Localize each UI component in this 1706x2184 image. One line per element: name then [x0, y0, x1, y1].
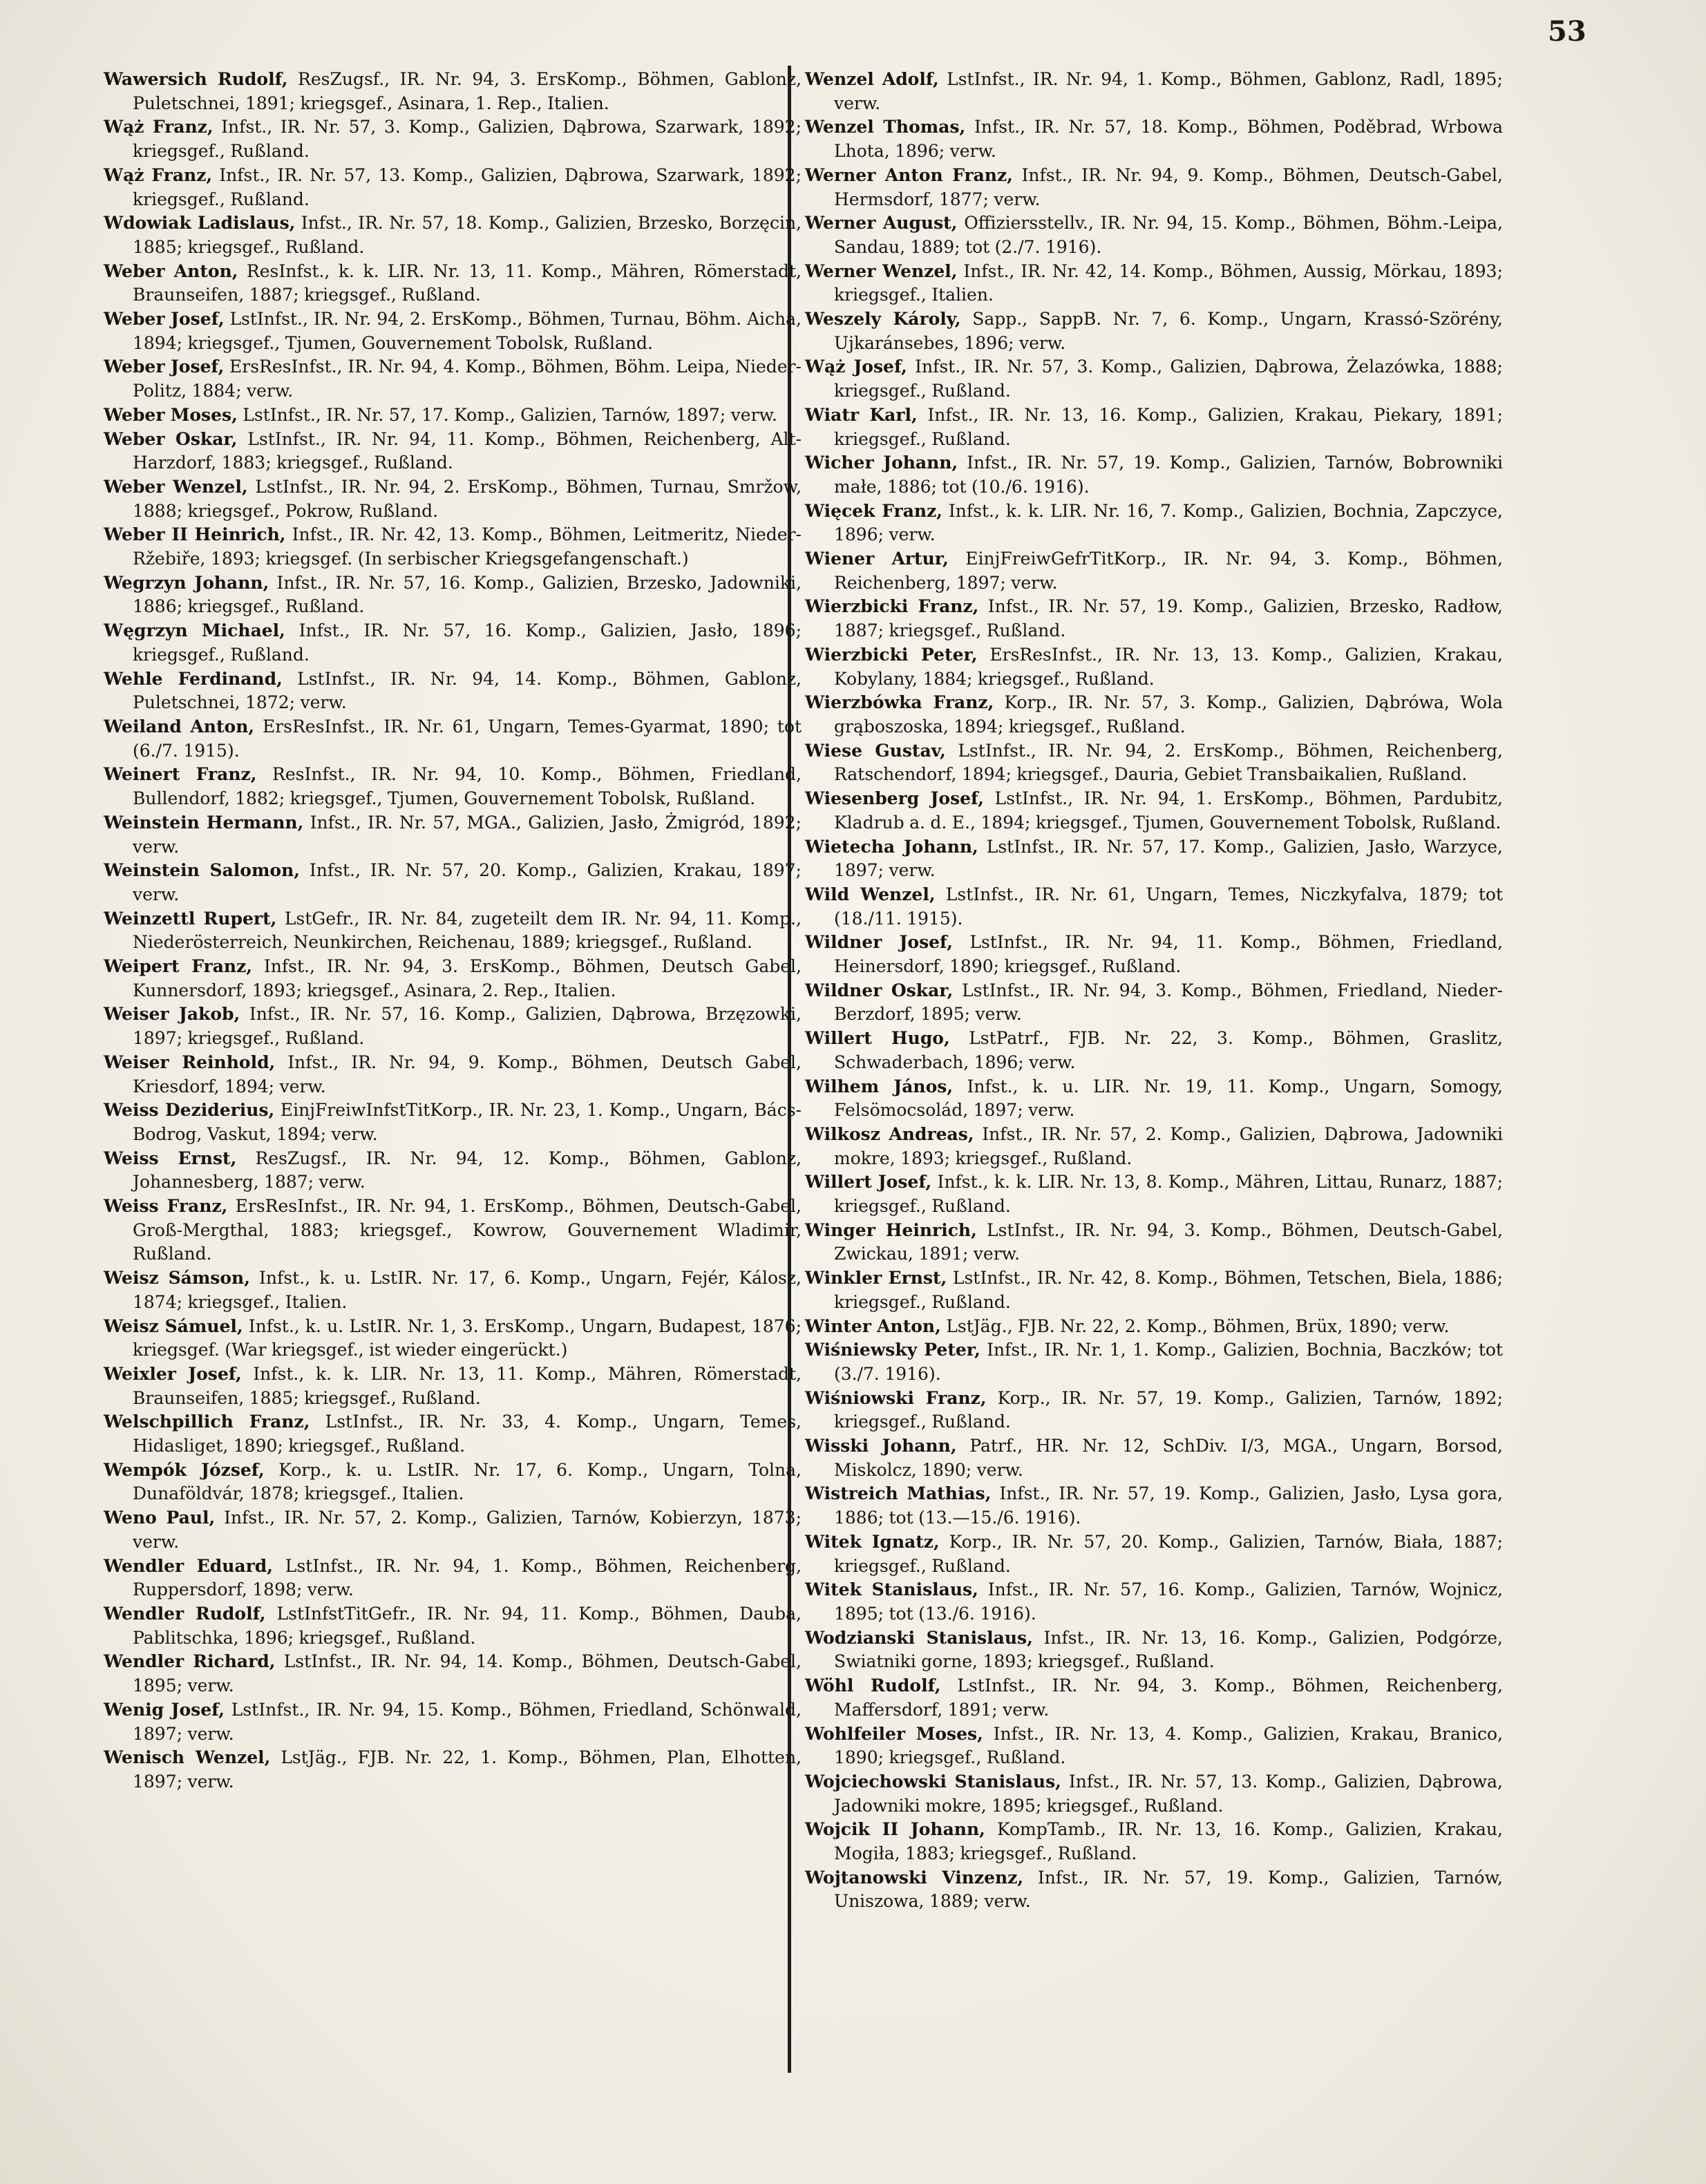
- list-item: [805, 739, 1503, 787]
- list-item: [805, 979, 1503, 1027]
- list-item: [104, 955, 802, 1003]
- entry-name: Welschpillich Franz,: [104, 1412, 310, 1432]
- page-number: 53: [1548, 15, 1586, 48]
- list-item: [805, 1170, 1503, 1218]
- entry-details: LstInfst., IR. Nr. 94, 1. ErsKomp., Böhmen, Pardubitz, Kladrub a. d. E., 1894; kriegsgef., Tjumen, Gouvernement Tobolsk, Rußland.: [834, 788, 1503, 833]
- list-item: [805, 1387, 1503, 1434]
- entry-details: EinjFreiwGefrTitKorp., IR. Nr. 94, 3. Komp., Böhmen, Reichenberg, 1897; verw.: [834, 549, 1503, 593]
- entry-name: Wendler Richard,: [104, 1651, 276, 1672]
- entry-name: Weiss Deziderius,: [104, 1100, 275, 1121]
- entry-details: LstInfst., IR. Nr. 94, 11. Komp., Böhmen, Friedland, Heinersdorf, 1890; kriegsgef., Rußland.: [834, 932, 1503, 977]
- entry-details: Korp., IR. Nr. 57, 20. Komp., Galizien, Tarnów, Biała, 1887; kriegsgef., Rußland.: [834, 1531, 1503, 1576]
- entry-name: Wilkosz Andreas,: [805, 1123, 974, 1144]
- list-item: [104, 763, 802, 810]
- entry-name: Wierzbicki Franz,: [805, 596, 979, 617]
- entry-details: Infst., IR. Nr. 94, 3. ErsKomp., Böhmen, Deutsch Gabel, Kunnersdorf, 1893; kriegsgef., Asinara, 2. Rep., Italien.: [133, 956, 802, 1000]
- list-item: [104, 859, 802, 906]
- entry-name: Wildner Josef,: [805, 932, 953, 953]
- list-item: [805, 1027, 1503, 1074]
- list-item: [104, 1147, 802, 1195]
- entry-details: LstInfst., IR. Nr. 94, 14. Komp., Böhmen, Deutsch-Gabel, 1895; verw.: [133, 1651, 802, 1696]
- entry-details: ResZugsf., IR. Nr. 94, 3. ErsKomp., Böhmen, Gablonz, Puletschnei, 1891; kriegsgef., Asinara, 1. Rep., Italien.: [133, 69, 802, 113]
- entry-name: Wodzianski Stanislaus,: [805, 1627, 1033, 1648]
- entry-details: LstInfst., IR. Nr. 94, 2. ErsKomp., Böhmen, Reichenberg, Ratschendorf, 1894; kriegsgef., Dauria, Gebiet Transbaikalien, Rußland.: [834, 740, 1503, 785]
- entry-details: Infst., IR. Nr. 57, 3. Komp., Galizien, Dąbrowa, Żelazówka, 1888; kriegsgef., Rußland.: [834, 357, 1503, 401]
- list-item: [104, 428, 802, 475]
- entry-name: Wdowiak Ladislaus,: [104, 213, 296, 234]
- list-item: [805, 787, 1503, 835]
- list-item: [805, 164, 1503, 211]
- list-item: [805, 595, 1503, 643]
- entry-name: Wawersich Rudolf,: [104, 69, 288, 89]
- entry-details: Infst., IR. Nr. 57, 16. Komp., Galizien, Jasło, 1896; kriegsgef., Rußland.: [133, 620, 802, 665]
- entry-name: Weisz Sámuel,: [104, 1316, 243, 1336]
- entry-details: Infst., IR. Nr. 57, 18. Komp., Galizien, Brzesko, Borzęcin, 1885; kriegsgef., Rußland.: [133, 213, 802, 257]
- list-item: [104, 403, 802, 428]
- list-item: [805, 500, 1503, 547]
- entry-name: Wiśniowski Franz,: [805, 1387, 987, 1408]
- list-item: [104, 260, 802, 307]
- list-item: [104, 1698, 802, 1746]
- entry-details: LstInfst., IR. Nr. 94, 3. Komp., Böhmen, Friedland, Nieder-Berzdorf, 1895; verw.: [834, 980, 1503, 1025]
- entry-details: LstJäg., FJB. Nr. 22, 1. Komp., Böhmen, Plan, Elhotten, 1897; verw.: [133, 1747, 802, 1792]
- entry-name: Weisz Sámson,: [104, 1268, 250, 1289]
- list-item: [104, 355, 802, 403]
- entry-details: Infst., IR. Nr. 13, 16. Komp., Galizien, Krakau, Piekary, 1891; kriegsgef., Rußland.: [834, 404, 1503, 449]
- entry-name: Wisski Johann,: [805, 1436, 957, 1456]
- list-item: [805, 1674, 1503, 1722]
- entry-details: Infst., IR. Nr. 57, 16. Komp., Galizien, Dąbrowa, Brzęzowki, 1897; kriegsgef., Rußland.: [133, 1004, 802, 1049]
- entry-name: Weinstein Hermann,: [104, 812, 304, 833]
- entry-name: Wąż Franz,: [104, 117, 214, 137]
- entry-details: Infst., IR. Nr. 57, 13. Komp., Galizien, Dąbrowa, Szarwark, 1892; kriegsgef., Rußland.: [133, 164, 802, 209]
- list-item: [805, 1482, 1503, 1530]
- entry-details: Infst., IR. Nr. 94, 9. Komp., Böhmen, Deutsch-Gabel, Hermsdorf, 1877; verw.: [834, 164, 1503, 209]
- entry-name: Witek Stanislaus,: [805, 1579, 978, 1600]
- list-item: [805, 1578, 1503, 1626]
- entry-name: Weber Oskar,: [104, 428, 238, 449]
- entry-details: Infst., IR. Nr. 57, 19. Komp., Galizien, Tarnów, Bobrowniki małe, 1886; tot (10./6. 1916).: [834, 453, 1504, 497]
- entry-name: Wiśniewsky Peter,: [805, 1340, 980, 1360]
- list-item: [805, 883, 1503, 931]
- entry-name: Wąż Josef,: [805, 357, 907, 377]
- entry-details: Infst., IR. Nr. 57, 19. Komp., Galizien, Jasło, Lysa gora, 1886; tot (13.—15./6. 1916).: [834, 1483, 1503, 1528]
- entry-details: LstGefr., IR. Nr. 84, zugeteilt dem IR. Nr. 94, 11. Komp., Niederösterreich, Neunkirchen, Reichenau, 1889; kriegsgef., Rußland.: [133, 908, 802, 953]
- list-item: [104, 307, 802, 355]
- list-item: [805, 643, 1503, 691]
- entry-name: Więcek Franz,: [805, 500, 942, 521]
- list-item: [104, 1459, 802, 1506]
- list-item: [805, 451, 1503, 499]
- entry-details: ErsResInfst., IR. Nr. 13, 13. Komp., Galizien, Krakau, Kobylany, 1884; kriegsgef., Rußland.: [834, 644, 1503, 689]
- entry-details: LstInfst., IR. Nr. 94, 3. Komp., Böhmen, Deutsch-Gabel, Zwickau, 1891; verw.: [834, 1219, 1503, 1264]
- entry-details: EinjFreiwInfstTitKorp., IR. Nr. 23, 1. Komp., Ungarn, Bács-Bodrog, Vaskut, 1894; verw.: [133, 1100, 802, 1144]
- entry-name: Winkler Ernst,: [805, 1268, 947, 1289]
- entry-name: Wiese Gustav,: [805, 740, 946, 761]
- list-item: [104, 571, 802, 619]
- entry-details: Patrf., HR. Nr. 12, SchDiv. I/3, MGA., Ungarn, Borsod, Miskolcz, 1890; verw.: [834, 1436, 1503, 1480]
- list-item: [805, 1866, 1503, 1914]
- list-item: [805, 1626, 1503, 1674]
- right-column: [805, 68, 1503, 1914]
- entry-name: Wiener Artur,: [805, 549, 949, 569]
- entry-details: Infst., IR. Nr. 42, 13. Komp., Böhmen, Leitmeritz, Nieder-Ržebiře, 1893; kriegsgef. (In serbischer Kriegsgefangenschaft.): [133, 524, 802, 569]
- entry-name: Wilhem János,: [805, 1076, 954, 1096]
- entry-name: Winter Anton,: [805, 1316, 941, 1336]
- entry-details: Infst., IR. Nr. 57, 18. Komp., Böhmen, Poděbrad, Wrbowa Lhota, 1896; verw.: [834, 117, 1503, 162]
- list-item: [805, 68, 1503, 115]
- entry-details: Korp., k. u. LstIR. Nr. 17, 6. Komp., Ungarn, Tolna, Dunaföldvár, 1878; kriegsgef., Italien.: [133, 1459, 802, 1504]
- list-item: [805, 260, 1503, 307]
- list-item: [104, 115, 802, 163]
- entry-details: LstInfst., IR. Nr. 94, 2. ErsKomp., Böhmen, Turnau, Böhm. Aicha, 1894; kriegsgef., Tjumen, Gouvernement Tobolsk, Rußland.: [133, 309, 802, 353]
- entry-details: Infst., IR. Nr. 57, 16. Komp., Galizien, Brzesko, Jadowniki, 1886; kriegsgef., Rußland.: [133, 572, 802, 617]
- entry-name: Wojtanowski Vinzenz,: [805, 1867, 1024, 1888]
- entry-name: Wierzbówka Franz,: [805, 692, 994, 713]
- entry-name: Wenig Josef,: [104, 1699, 225, 1720]
- entry-name: Wąż Franz,: [104, 164, 213, 185]
- list-item: [104, 907, 802, 955]
- list-item: [805, 931, 1503, 978]
- entry-name: Wild Wenzel,: [805, 884, 936, 904]
- list-item: [805, 1315, 1503, 1339]
- entry-details: LstInfst., IR. Nr. 57, 17. Komp., Galizien, Tarnów, 1897; verw.: [237, 404, 777, 425]
- entry-details: ResInfst., k. k. LIR. Nr. 13, 11. Komp., Mähren, Römerstadt, Braunseifen, 1887; kriegsgef., Rußland.: [133, 260, 802, 305]
- list-item: [104, 715, 802, 763]
- entry-details: Infst., IR. Nr. 57, 20. Komp., Galizien, Krakau, 1897; verw.: [133, 860, 802, 904]
- entry-name: Weiland Anton,: [104, 716, 255, 737]
- entry-name: Wohlfeiler Moses,: [805, 1723, 983, 1744]
- entry-name: Weber II Heinrich,: [104, 524, 286, 545]
- entry-details: Sapp., SappB. Nr. 7, 6. Komp., Ungarn, Krassó-Szörény, Ujkaránsebes, 1896; verw.: [834, 309, 1503, 353]
- entry-name: Werner August,: [805, 213, 958, 234]
- entry-details: Infst., IR. Nr. 57, 19. Komp., Galizien, Tarnów, Uniszowa, 1889; verw.: [834, 1867, 1503, 1912]
- entry-name: Wojciechowski Stanislaus,: [805, 1771, 1061, 1792]
- list-item: [104, 1555, 802, 1602]
- list-item: [104, 1099, 802, 1146]
- entry-details: ErsResInfst., IR. Nr. 94, 4. Komp., Böhmen, Böhm. Leipa, Nieder-Politz, 1884; verw.: [133, 357, 802, 401]
- entry-details: ErsResInfst., IR. Nr. 61, Ungarn, Temes-Gyarmat, 1890; tot (6./7. 1915).: [133, 716, 802, 761]
- entry-name: Wehle Ferdinand,: [104, 668, 283, 689]
- entry-name: Wendler Rudolf,: [104, 1604, 266, 1624]
- entry-name: Weiss Franz,: [104, 1196, 228, 1217]
- entry-details: Korp., IR. Nr. 57, 19. Komp., Galizien, Tarnów, 1892; kriegsgef., Rußland.: [834, 1387, 1503, 1432]
- entry-name: Weber Josef,: [104, 357, 225, 377]
- entry-name: Wiesenberg Josef,: [805, 788, 984, 809]
- entry-name: Wendler Eduard,: [104, 1555, 273, 1576]
- entry-details: LstInfst., IR. Nr. 94, 14. Komp., Böhmen, Gablonz, Puletschnei, 1872; verw.: [133, 668, 802, 713]
- entry-name: Wojcik II Johann,: [805, 1819, 985, 1840]
- entry-details: Infst., IR. Nr. 42, 14. Komp., Böhmen, Aussig, Mörkau, 1893; kriegsgef., Italien.: [834, 260, 1503, 305]
- list-item: [104, 1051, 802, 1099]
- entry-name: Wenzel Adolf,: [805, 69, 939, 89]
- entry-name: Wiatr Karl,: [805, 404, 918, 425]
- entry-name: Weixler Josef,: [104, 1363, 242, 1384]
- list-item: [104, 1746, 802, 1794]
- entry-details: LstInfst., IR. Nr. 94, 11. Komp., Böhmen, Reichenberg, Alt-Harzdorf, 1883; kriegsgef., Rußland.: [133, 428, 802, 473]
- entry-details: Infst., IR. Nr. 57, 2. Komp., Galizien, Tarnów, Kobierzyn, 1873; verw.: [133, 1508, 802, 1552]
- entry-name: Werner Wenzel,: [805, 260, 958, 281]
- entry-name: Weinert Franz,: [104, 764, 257, 785]
- list-item: [805, 211, 1503, 259]
- entry-details: Korp., IR. Nr. 57, 3. Komp., Galizien, Dąbrówa, Wola grąboszoska, 1894; kriegsgef., Rußland.: [834, 692, 1503, 737]
- list-item: [805, 1770, 1503, 1818]
- entry-details: LstInfst., IR. Nr. 94, 15. Komp., Böhmen, Friedland, Schönwald, 1897; verw.: [133, 1699, 802, 1744]
- entry-name: Wegrzyn Johann,: [104, 572, 269, 593]
- list-item: [805, 403, 1503, 451]
- entry-details: Infst., IR. Nr. 13, 4. Komp., Galizien, Krakau, Branico, 1890; kriegsgef., Rußland.: [834, 1723, 1503, 1768]
- entry-details: Infst., IR. Nr. 94, 9. Komp., Böhmen, Deutsch Gabel, Kriesdorf, 1894; verw.: [133, 1052, 802, 1096]
- list-item: [805, 355, 1503, 403]
- list-item: [104, 1266, 802, 1314]
- entry-details: Infst., k. u. LstIR. Nr. 1, 3. ErsKomp., Ungarn, Budapest, 1876; kriegsgef. (War kriegsgef., ist wieder eingerückt.): [133, 1316, 802, 1360]
- entry-name: Weber Anton,: [104, 260, 238, 281]
- list-item: [805, 1266, 1503, 1314]
- entry-name: Winger Heinrich,: [805, 1219, 977, 1240]
- entry-details: Infst., IR. Nr. 57, 13. Komp., Galizien, Dąbrowa, Jadowniki mokre, 1895; kriegsgef., Rußland.: [834, 1771, 1503, 1816]
- entry-details: Infst., k. k. LIR. Nr. 16, 7. Komp., Galizien, Bochnia, Zapczyce, 1896; verw.: [834, 500, 1503, 545]
- entry-name: Weiser Reinhold,: [104, 1052, 276, 1072]
- entry-details: LstInfst., IR. Nr. 94, 1. Komp., Böhmen, Reichenberg, Ruppersdorf, 1898; verw.: [133, 1555, 802, 1600]
- entry-details: ResZugsf., IR. Nr. 94, 12. Komp., Böhmen, Gablonz, Johannesberg, 1887; verw.: [133, 1148, 802, 1193]
- entry-name: Wildner Oskar,: [805, 980, 954, 1000]
- entry-name: Weinstein Salomon,: [104, 860, 300, 881]
- entry-details: LstPatrf., FJB. Nr. 22, 3. Komp., Böhmen, Graslitz, Schwaderbach, 1896; verw.: [834, 1028, 1503, 1072]
- entry-name: Weiss Ernst,: [104, 1148, 237, 1168]
- entry-name: Weno Paul,: [104, 1508, 216, 1528]
- list-item: [805, 835, 1503, 883]
- list-item: [805, 1219, 1503, 1266]
- entry-name: Węgrzyn Michael,: [104, 620, 285, 641]
- list-item: [104, 1003, 802, 1050]
- entry-details: Offiziersstellv., IR. Nr. 94, 15. Komp., Böhmen, Böhm.-Leipa, Sandau, 1889; tot (2./7. 1916).: [834, 213, 1503, 257]
- entry-details: Infst., IR. Nr. 57, MGA., Galizien, Jasło, Żmigród, 1892; verw.: [133, 812, 802, 857]
- entry-name: Wenisch Wenzel,: [104, 1747, 271, 1768]
- list-item: [805, 1123, 1503, 1170]
- entry-details: Infst., IR. Nr. 57, 3. Komp., Galizien, Dąbrowa, Szarwark, 1892; kriegsgef., Rußland.: [133, 117, 802, 162]
- list-item: [805, 691, 1503, 739]
- entry-name: Weipert Franz,: [104, 956, 252, 977]
- entry-name: Witek Ignatz,: [805, 1531, 940, 1552]
- list-item: [104, 1362, 802, 1410]
- entry-name: Wierzbicki Peter,: [805, 644, 978, 665]
- list-item: [104, 619, 802, 667]
- list-item: [805, 1530, 1503, 1578]
- entry-details: Infst., IR. Nr. 1, 1. Komp., Galizien, Bochnia, Baczków; tot (3./7. 1916).: [834, 1340, 1504, 1384]
- list-item: [104, 68, 802, 115]
- list-item: [805, 547, 1503, 595]
- entry-name: Werner Anton Franz,: [805, 164, 1013, 185]
- list-item: [104, 523, 802, 571]
- entry-details: LstInfst., IR. Nr. 42, 8. Komp., Böhmen, Tetschen, Biela, 1886; kriegsgef., Rußland.: [834, 1268, 1503, 1312]
- list-item: [805, 1338, 1503, 1386]
- entry-details: ResInfst., IR. Nr. 94, 10. Komp., Böhmen, Friedland, Bullendorf, 1882; kriegsgef., Tjumen, Gouvernement Tobolsk, Rußland.: [133, 764, 802, 809]
- entry-name: Willert Josef,: [805, 1172, 932, 1193]
- entry-name: Willert Hugo,: [805, 1028, 950, 1049]
- entry-details: LstInfst., IR. Nr. 61, Ungarn, Temes, Niczkyfalva, 1879; tot (18./11. 1915).: [834, 884, 1503, 929]
- list-item: [805, 1434, 1503, 1482]
- entry-details: LstInfst., IR. Nr. 94, 1. Komp., Böhmen, Gablonz, Radl, 1895; verw.: [834, 69, 1503, 113]
- list-item: [104, 475, 802, 523]
- entry-name: Weiser Jakob,: [104, 1004, 240, 1025]
- entry-name: Wöhl Rudolf,: [805, 1675, 941, 1696]
- entry-details: ErsResInfst., IR. Nr. 94, 1. ErsKomp., Böhmen, Deutsch-Gabel, Groß-Mergthal, 1883; kriegsgef., Kowrow, Gouvernement Wladimir, Rußland.: [133, 1196, 802, 1264]
- entry-details: LstInfst., IR. Nr. 57, 17. Komp., Galizien, Jasło, Warzyce, 1897; verw.: [834, 836, 1504, 881]
- list-item: [104, 1315, 802, 1362]
- left-column: [104, 68, 802, 1794]
- entry-details: LstInfst., IR. Nr. 33, 4. Komp., Ungarn, Temes, Hidasliget, 1890; kriegsgef., Rußland.: [133, 1412, 802, 1456]
- list-item: [104, 1602, 802, 1650]
- entry-name: Wistreich Mathias,: [805, 1483, 992, 1504]
- list-item: [805, 307, 1503, 355]
- entry-details: Infst., IR. Nr. 57, 16. Komp., Galizien, Tarnów, Wojnicz, 1895; tot (13./6. 1916).: [834, 1579, 1503, 1624]
- list-item: [104, 1410, 802, 1458]
- entry-details: Infst., k. u. LIR. Nr. 19, 11. Komp., Ungarn, Somogy, Felsömocsolád, 1897; verw.: [834, 1076, 1503, 1121]
- list-item: [104, 164, 802, 211]
- entry-name: Weszely Károly,: [805, 309, 961, 330]
- list-item: [104, 667, 802, 715]
- list-item: [104, 1650, 802, 1698]
- entry-name: Weinzettl Rupert,: [104, 908, 277, 929]
- entry-details: LstInfst., IR. Nr. 94, 3. Komp., Böhmen, Reichenberg, Maffersdorf, 1891; verw.: [834, 1675, 1503, 1720]
- entry-name: Weber Moses,: [104, 404, 238, 425]
- list-item: [805, 1722, 1503, 1770]
- entry-name: Weber Wenzel,: [104, 476, 248, 497]
- entry-name: Wenzel Thomas,: [805, 117, 966, 137]
- list-item: [104, 211, 802, 259]
- entry-name: Wicher Johann,: [805, 453, 958, 473]
- entry-details: Infst., IR. Nr. 57, 2. Komp., Galizien, Dąbrowa, Jadowniki mokre, 1893; kriegsgef., Rußland.: [834, 1123, 1503, 1168]
- list-item: [805, 115, 1503, 163]
- entry-details: LstInfst., IR. Nr. 94, 2. ErsKomp., Böhmen, Turnau, Smržow, 1888; kriegsgef., Pokrow, Rußland.: [133, 476, 802, 521]
- list-item: [104, 811, 802, 859]
- entry-details: Infst., k. k. LIR. Nr. 13, 11. Komp., Mähren, Römerstadt, Braunseifen, 1885; kriegsgef., Rußland.: [133, 1363, 802, 1408]
- entry-details: Infst., k. k. LIR. Nr. 13, 8. Komp., Mähren, Littau, Runarz, 1887; kriegsgef., Rußland.: [834, 1172, 1503, 1217]
- entry-details: Infst., IR. Nr. 57, 19. Komp., Galizien, Brzesko, Radłow, 1887; kriegsgef., Rußland.: [834, 596, 1504, 641]
- list-item: [805, 1075, 1503, 1123]
- entry-details: LstJäg., FJB. Nr. 22, 2. Komp., Böhmen, Brüx, 1890; verw.: [940, 1316, 1450, 1336]
- entry-name: Weber Josef,: [104, 309, 225, 330]
- list-item: [104, 1195, 802, 1266]
- entry-details: KompTamb., IR. Nr. 13, 16. Komp., Galizien, Krakau, Mogiła, 1883; kriegsgef., Rußland.: [834, 1819, 1503, 1864]
- entry-name: Wietecha Johann,: [805, 836, 978, 857]
- list-item: [104, 1506, 802, 1554]
- entry-details: Infst., k. u. LstIR. Nr. 17, 6. Komp., Ungarn, Fejér, Kálosz, 1874; kriegsgef., Italien.: [133, 1268, 802, 1312]
- entry-details: Infst., IR. Nr. 13, 16. Komp., Galizien, Podgórze, Swiatniki gorne, 1893; kriegsgef., Rußland.: [834, 1627, 1503, 1672]
- entry-name: Wempók József,: [104, 1459, 265, 1480]
- entry-details: LstInfstTitGefr., IR. Nr. 94, 11. Komp., Böhmen, Dauba, Pablitschka, 1896; kriegsgef., Rußland.: [133, 1604, 802, 1648]
- list-item: [805, 1818, 1503, 1865]
